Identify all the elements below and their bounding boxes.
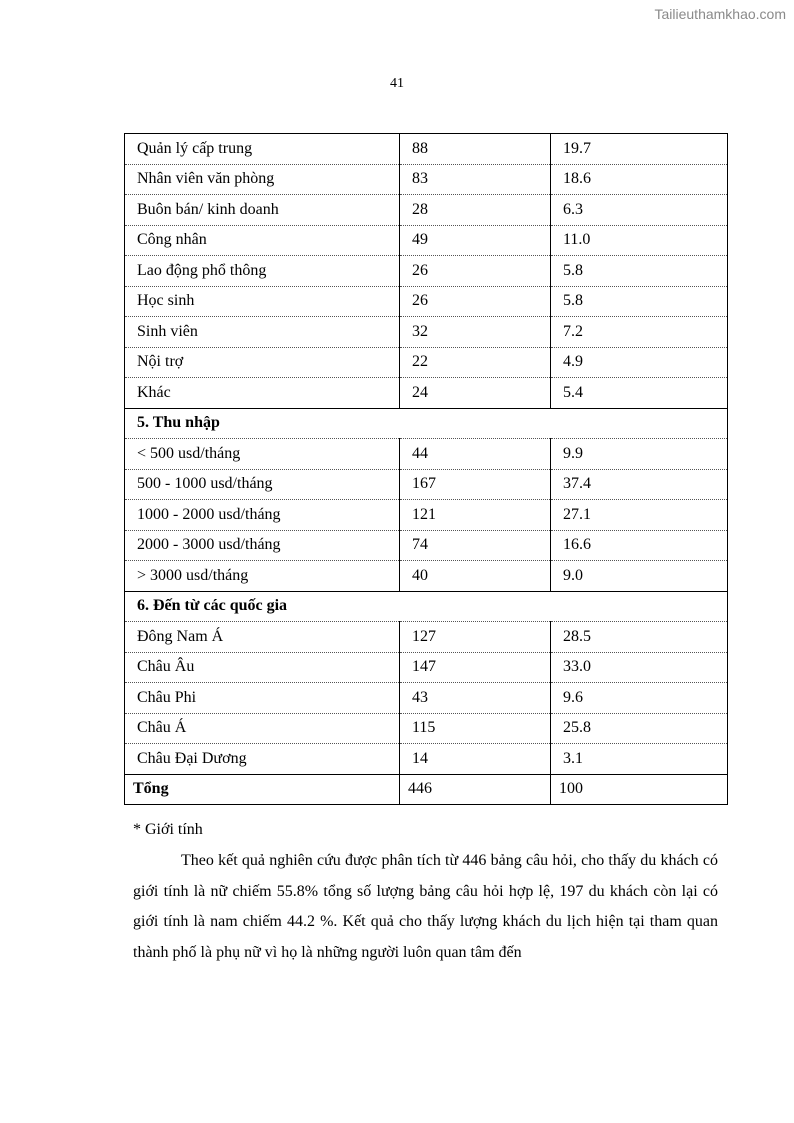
row-count: 22 (400, 347, 551, 378)
row-percent: 25.8 (551, 713, 728, 744)
table-row (125, 622, 728, 653)
table-row (125, 164, 728, 195)
row-count: 83 (400, 164, 551, 195)
table-row (125, 225, 728, 256)
row-label: Sinh viên (125, 317, 400, 348)
total-count: 446 (400, 774, 551, 805)
row-count: 74 (400, 530, 551, 561)
table-row (125, 500, 728, 531)
row-label: Buôn bán/ kinh doanh (125, 195, 400, 226)
row-percent: 37.4 (551, 469, 728, 500)
row-label: Đông Nam Á (125, 622, 400, 653)
row-percent: 19.7 (551, 134, 728, 165)
row-label: Nội trợ (125, 347, 400, 378)
row-count: 14 (400, 744, 551, 775)
table-row (125, 317, 728, 348)
table-row (125, 286, 728, 317)
row-percent: 16.6 (551, 530, 728, 561)
row-count: 88 (400, 134, 551, 165)
row-label: Khác (125, 378, 400, 409)
table-row (125, 195, 728, 226)
row-count: 24 (400, 378, 551, 409)
row-label: Quản lý cấp trung (125, 134, 400, 165)
table-row (125, 530, 728, 561)
row-label: Châu Phi (125, 683, 400, 714)
section-header-income (125, 408, 728, 439)
total-row (125, 774, 728, 805)
row-label: Châu Á (125, 713, 400, 744)
table-row (125, 744, 728, 775)
row-count: 40 (400, 561, 551, 592)
row-count: 28 (400, 195, 551, 226)
row-percent: 28.5 (551, 622, 728, 653)
table-row (125, 347, 728, 378)
row-count: 43 (400, 683, 551, 714)
row-count: 115 (400, 713, 551, 744)
section-header-origin (125, 591, 728, 622)
table-row (125, 561, 728, 592)
row-percent: 9.0 (551, 561, 728, 592)
table-row (125, 134, 728, 165)
section-title: 5. Thu nhập (125, 408, 728, 439)
row-percent: 18.6 (551, 164, 728, 195)
row-label: Châu Âu (125, 652, 400, 683)
row-count: 121 (400, 500, 551, 531)
row-percent: 11.0 (551, 225, 728, 256)
row-percent: 6.3 (551, 195, 728, 226)
row-label: 1000 - 2000 usd/tháng (125, 500, 400, 531)
survey-table (124, 133, 728, 805)
row-label: Nhân viên văn phòng (125, 164, 400, 195)
section-title: 6. Đến từ các quốc gia (125, 591, 728, 622)
table-row (125, 683, 728, 714)
body-paragraph: Theo kết quả nghiên cứu được phân tích từ 446 bảng câu hỏi, cho thấy du khách có giới tính là nữ chiếm 55.8% tổng số lượng bảng câu hỏi hợp lệ, 197 du khách còn lại có giới tính là nam chiếm 44.2 %. Kết quả cho thấy lượng khách du lịch hiện tại tham quan thành phố là phụ nữ vì họ là những người luôn quan tâm đến (133, 852, 718, 961)
total-label: Tổng (125, 774, 400, 805)
page-number: 41 (390, 76, 404, 91)
watermark: Tailieuthamkhao.com (654, 6, 786, 22)
table-row (125, 256, 728, 287)
row-label: Châu Đại Dương (125, 744, 400, 775)
table-row (125, 652, 728, 683)
row-count: 167 (400, 469, 551, 500)
row-label: Công nhân (125, 225, 400, 256)
table-row (125, 378, 728, 409)
row-percent: 9.9 (551, 439, 728, 470)
row-label: 2000 - 3000 usd/tháng (125, 530, 400, 561)
row-label: Lao động phổ thông (125, 256, 400, 287)
row-count: 26 (400, 286, 551, 317)
row-percent: 33.0 (551, 652, 728, 683)
row-percent: 9.6 (551, 683, 728, 714)
row-label: > 3000 usd/tháng (125, 561, 400, 592)
row-count: 49 (400, 225, 551, 256)
table-row (125, 713, 728, 744)
table-row (125, 469, 728, 500)
row-count: 44 (400, 439, 551, 470)
row-label: Học sinh (125, 286, 400, 317)
row-percent: 4.9 (551, 347, 728, 378)
row-count: 32 (400, 317, 551, 348)
row-percent: 5.8 (551, 286, 728, 317)
total-percent: 100 (551, 774, 728, 805)
row-count: 127 (400, 622, 551, 653)
row-label: 500 - 1000 usd/tháng (125, 469, 400, 500)
row-percent: 7.2 (551, 317, 728, 348)
row-count: 147 (400, 652, 551, 683)
row-percent: 5.8 (551, 256, 728, 287)
row-percent: 3.1 (551, 744, 728, 775)
row-label: < 500 usd/tháng (125, 439, 400, 470)
row-percent: 27.1 (551, 500, 728, 531)
row-percent: 5.4 (551, 378, 728, 409)
gender-subheading: * Giới tính (133, 821, 203, 838)
table-row (125, 439, 728, 470)
row-count: 26 (400, 256, 551, 287)
